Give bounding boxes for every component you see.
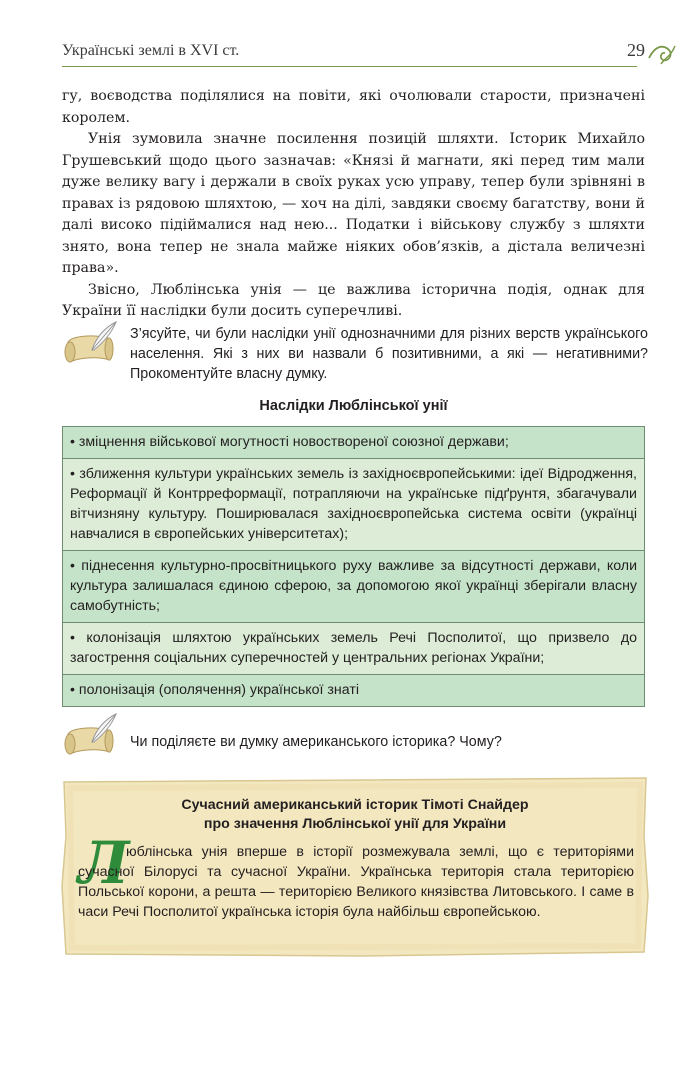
header-rule [62, 66, 637, 67]
table-cell: • піднесення культурно-просвітницького руху важливе за відсутності держави, коли культура залишалася єдиною сферою, за допомогою якої українці зберігали власну самобутність; [63, 551, 645, 623]
task-block [62, 712, 652, 767]
table-row [63, 551, 645, 623]
table-row [63, 675, 645, 707]
task-text: Чи поділяєте ви думку американського історика? Чому? [130, 734, 502, 750]
quote-title [60, 796, 650, 834]
table-cell: • зміцнення військової могутності новоствореної союзної держави; [63, 427, 645, 459]
quote-text [78, 842, 634, 922]
paragraph: Унія зумовила значне посилення позицій шляхти. Історик Михайло Грушевський щодо цього зазначав: «Князі й магнати, які перед тим мали дуже велику вагу і держали в своїх руках усю управу, тепер були зрівняні в правах із рядовою шляхтою, — хоч на ділі, завдяки своєму багатству, вони й далі високо підіймалися над нею... Податки і військову службу з шляхти знято, вона тепер не знала майже ніяких обов’язків, а дістала величезні права». [62, 131, 645, 276]
running-title: Українські землі в XVI ст. [62, 42, 240, 59]
scroll-quill-icon [62, 712, 120, 762]
task-block [62, 320, 652, 390]
table-row [63, 427, 645, 459]
quote-title-line: про значення Люблінської унії для України [203, 816, 507, 832]
table-title: Наслідки Люблінської унії [259, 398, 448, 414]
quote-title-line: Сучасний американський історик Тімоті Снайдер [181, 797, 529, 813]
quote-box [60, 776, 650, 958]
flourish-ornament-icon [647, 38, 677, 68]
scroll-quill-icon [62, 320, 120, 370]
table-row [63, 459, 645, 551]
paragraph: Звісно, Люблінська унія — це важлива історична подія, однак для України її наслідки були досить суперечливі. [62, 281, 645, 319]
task-text: З’ясуйте, чи були наслідки унії однозначними для різних верств українського населення. Які з них ви назвали б позитивними, а які — негативними? Прокоментуйте власну думку. [130, 326, 648, 382]
page-number: 29 [627, 40, 645, 60]
paragraph: гу, воєводства поділялися на повіти, які очолювали старости, призначені королем. [62, 88, 645, 126]
table-cell: • зближення культури українських земель із західноєвропейськими: ідеї Відродження, Реформації й Контрреформації, потрапляючи на українське підґрунтя, збагачували вітчизняну культуру. Поширювалася західноєвропейська система освіти (українці навчалися в європейських університетах); [63, 459, 645, 551]
table-cell: • полонізація (ополячення) української знаті [63, 675, 645, 707]
quote-body: юблінська унія вперше в історії розмежувала землі, що є територіями сучасної Білорусі та сучасної України. Українська територія стала територією Польської корони, а решта — територією Великого князівства Литовського. І саме в часи Речі Посполитої українська історія була найбільш європейською. [78, 844, 634, 920]
table-row [63, 623, 645, 675]
body-text [62, 86, 645, 323]
table-cell: • колонізація шляхтою українських земель Речі Посполитої, що призвело до загострення соціальних суперечностей у центральних регіонах України; [63, 623, 645, 675]
consequences-table [62, 426, 645, 707]
drop-cap: Л [78, 829, 130, 897]
page-header [62, 38, 662, 68]
